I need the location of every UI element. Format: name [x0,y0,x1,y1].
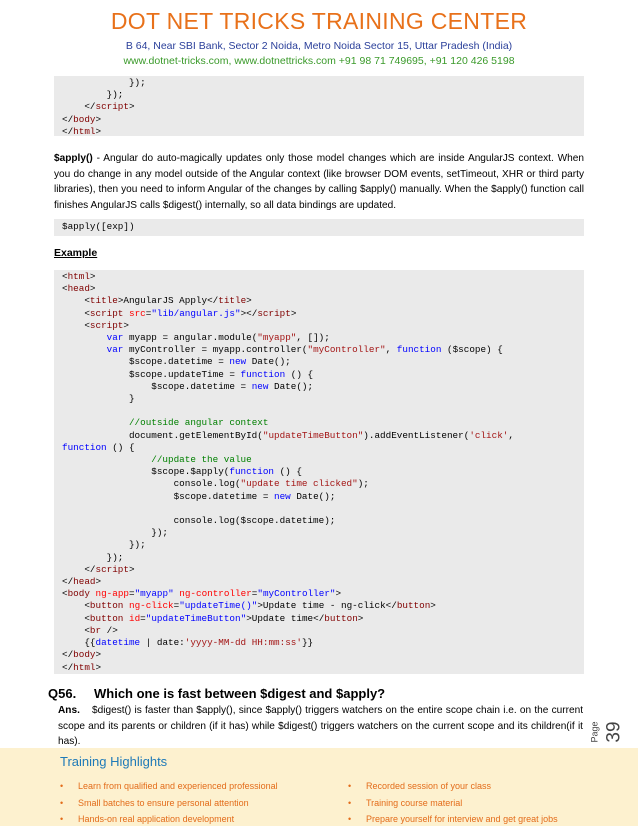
page-header [0,6,638,68]
bullet-icon: • [348,781,352,791]
training-highlights-footer [0,748,638,826]
example-heading: Example [54,247,98,259]
question-text: Which one is fast between $digest and $apply? [94,686,386,701]
highlights-right-list [348,778,558,828]
apply-description-text: - Angular do auto-magically updates only those model changes which are inside AngularJS context. When you do change in any model outside of the Angular context (like browser DOM events, setTimeout, XHR or third party libraries), then you need to inform Angular of the changes by calling $apply() manually. When the $apply() function call finishes AngularJS calls $digest() internally, so all data bindings are updated. [54,153,584,211]
list-item: • Hands-on real application development [60,811,278,828]
center-contact: www.dotnet-tricks.com, www.dotnettricks.com +91 98 71 749695, +91 120 426 5198 [123,55,515,67]
apply-syntax-code: $apply([exp]) [54,219,584,236]
bullet-icon: • [60,797,64,808]
question-heading [48,686,385,701]
bullet-icon: • [348,797,352,808]
list-item: • Learn from qualified and experienced professional [60,778,278,795]
center-title: DOT NET TRICKS TRAINING CENTER [110,8,528,34]
example-code-block: <html> <head> <title>AngularJS Apply</title> <script src="lib/angular.js"></script> <script> var myapp = angular.module("myapp", []); var myController = myapp.controller("myController", function ($scope) { $scope.datetime = new Date(); $scope.updateTime = function () { $scope.datetime = new Date(); } //outside angular context document.getElementById("updateTimeButton").addEventListener('click', function () { //update the value $scope.$apply(function () { console.log("update time clicked"); $scope.datetime = new Date(); console.log($scope.datetime); }); }); }); </script> </head> <body ng-app="myapp" ng-controller="myController"> <button ng-click="updateTime()">Update time - ng-click</button> <button id="updateTimeButton">Update time</button> <br /> {{datetime | date:'yyyy-MM-dd HH:mm:ss'}} </body> </html> [54,270,584,674]
apply-description [54,151,584,213]
bullet-icon: • [348,814,352,824]
bullet-icon: • [60,814,64,824]
list-item: • Small batches to ensure personal attention [60,795,278,812]
code-block-previous: }); }); </script> </body> </html> [54,76,584,136]
highlights-heading: Training Highlights [60,754,168,769]
answer-label: Ans. [58,705,80,716]
apply-term: $apply() [54,153,93,164]
bullet-icon: • [60,781,64,791]
page-word: Page [589,721,600,743]
question-number: Q56. [48,686,77,701]
list-item: • Prepare yourself for interview and get great jobs [348,811,558,828]
page-number [589,695,628,755]
answer-text: $digest() is faster than $apply(), since $apply() triggers watchers on the entire scope chain i.e. on the current scope and its parents or children (if it has) while $digest() triggers watchers on the current scope and its children(if it has). [58,705,583,747]
center-address: B 64, Near SBI Bank, Sector 2 Noida, Metro Noida Sector 15, Uttar Pradesh (India) [125,40,513,52]
highlights-left-list [60,778,278,828]
list-item: • Training course material [348,795,558,812]
list-item: • Recorded session of your class [348,778,558,795]
answer-paragraph [58,703,583,750]
page-number-value: 39 [603,721,625,743]
